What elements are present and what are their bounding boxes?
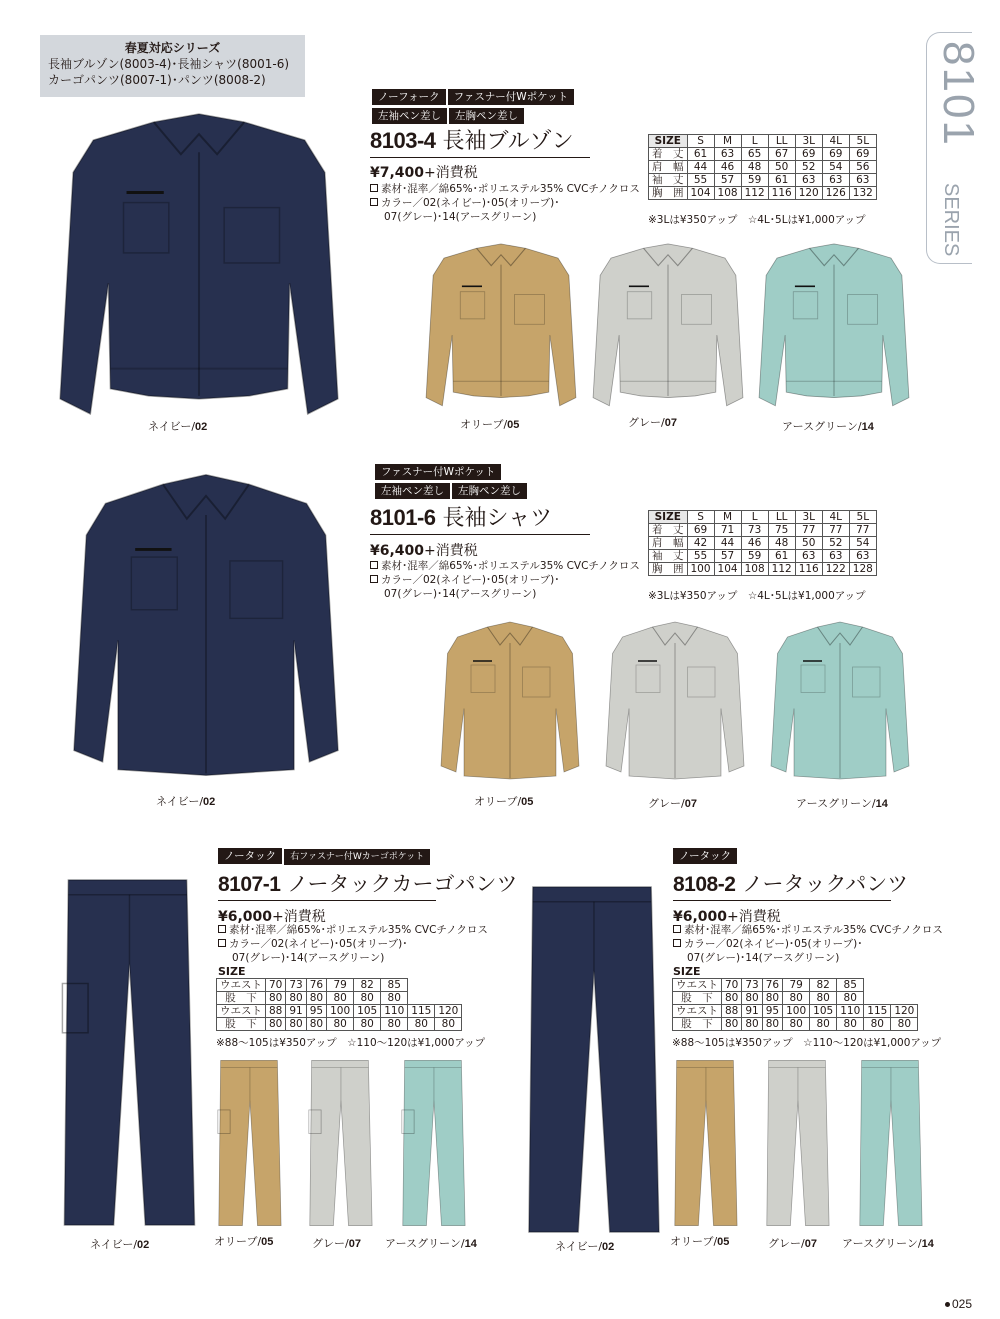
caption-cargo-olive: オリーブ/05 — [214, 1235, 274, 1248]
shirt-green-image — [770, 615, 910, 787]
product1-size-table: SIZE S M L LL 3L 4L 5L 着 丈 61 63 65 67 69 69 69 肩 幅 44 46 48 50 52 54 56 袖 丈 55 57 59 61 63 63 63 胸 囲 104 108 112 116 120 126 132 — [648, 134, 877, 200]
tag: 左胸ペン差し — [449, 108, 524, 124]
product2-tags — [375, 463, 529, 501]
tag: ファスナー付Wポケット — [448, 89, 574, 105]
caption-pants-navy: ネイビー/02 — [555, 1240, 615, 1253]
product-code: 8101-6 — [370, 505, 436, 530]
tag: ノータック — [673, 848, 737, 864]
product4-specs: 素材･混率／綿65%･ポリエステル35% CVCチノクロス カラー／02(ネイビー)･05(オリーブ)･ 07(グレー)･14(アースグリーン) — [673, 923, 943, 965]
cargo-gray-image — [305, 1058, 375, 1228]
caption-jacket-gray: グレー/07 — [628, 416, 677, 429]
caption-pants-green: アースグリーン/14 — [842, 1237, 934, 1250]
caption-pants-gray: グレー/07 — [768, 1237, 817, 1250]
caption-shirt-navy: ネイビー/02 — [156, 795, 216, 808]
product-name: 長袖ブルゾン — [442, 129, 574, 154]
product-name: 長袖シャツ — [442, 506, 553, 531]
product4-size-label: SIZE — [673, 965, 701, 978]
tag: ノータック — [218, 848, 282, 864]
product-code: 8108-2 — [673, 873, 736, 896]
product3-size-table: ウエスト 70 73 76 79 82 85 股 下 80 80 80 80 80 80 ウエスト 88 91 95 100 105 110 115 120 股 下 80 80 80 80 80 80 80 80 — [216, 978, 462, 1031]
jacket-navy-image — [58, 112, 340, 424]
product3-note: ※88～105は¥350アップ ☆110～120は¥1,000アップ — [216, 1037, 486, 1049]
pants-navy-image — [522, 882, 662, 1237]
pants-olive-image — [670, 1058, 740, 1228]
series-info-box — [40, 35, 305, 97]
pants-gray-image — [762, 1058, 832, 1228]
product2-size-table: SIZE S M L LL 3L 4L 5L 着 丈 69 71 73 75 77 77 77 肩 幅 42 44 46 48 50 52 54 袖 丈 55 57 59 61 63 63 63 胸 囲 100 104 108 112 116 122 128 — [648, 510, 877, 576]
series-box-line1: 長袖ブルゾン(8003-4)･長袖シャツ(8001-6) — [48, 57, 290, 71]
jacket-green-image — [758, 242, 910, 412]
product-name: ノータックカーゴパンツ — [287, 872, 518, 896]
product4-title — [673, 870, 909, 901]
product2-title — [370, 504, 590, 535]
caption-cargo-green: アースグリーン/14 — [385, 1237, 477, 1250]
caption-shirt-olive: オリーブ/05 — [474, 795, 534, 808]
product1-note: ※3Lは¥350アップ ☆4L･5Lは¥1,000アップ — [648, 214, 866, 226]
product-code: 8107-1 — [218, 873, 281, 896]
page-number: 025 — [945, 1297, 972, 1311]
caption-cargo-gray: グレー/07 — [312, 1237, 361, 1250]
tag: 左袖ペン差し — [372, 108, 447, 124]
series-number: 8101 — [934, 41, 983, 147]
caption-shirt-green: アースグリーン/14 — [796, 797, 888, 810]
caption-cargo-navy: ネイビー/02 — [90, 1238, 150, 1251]
product1-specs: 素材･混率／綿65%･ポリエステル35% CVCチノクロス カラー／02(ネイビー)･05(オリーブ)･ 07(グレー)･14(アースグリーン) — [370, 182, 640, 224]
shirt-olive-image — [440, 615, 580, 787]
tag: 左袖ペン差し — [375, 483, 450, 499]
cargo-navy-image — [55, 875, 200, 1230]
product3-size-label: SIZE — [218, 965, 246, 978]
product1-tags — [372, 88, 576, 126]
jacket-olive-image — [425, 242, 577, 412]
product2-specs: 素材･混率／綿65%･ポリエステル35% CVCチノクロス カラー／02(ネイビー)･05(オリーブ)･ 07(グレー)･14(アースグリーン) — [370, 559, 640, 601]
product-name: ノータックパンツ — [742, 872, 909, 896]
tag: ファスナー付Wポケット — [375, 464, 501, 480]
jacket-gray-image — [592, 242, 744, 412]
product3-price: ¥6,000+消費税 — [218, 909, 326, 925]
product3-specs: 素材･混率／綿65%･ポリエステル35% CVCチノクロス カラー／02(ネイビー)･05(オリーブ)･ 07(グレー)･14(アースグリーン) — [218, 923, 488, 965]
product2-note: ※3Lは¥350アップ ☆4L･5Lは¥1,000アップ — [648, 590, 866, 602]
series-label: SERIES — [940, 183, 962, 257]
product3-title — [218, 870, 518, 901]
tag: ノーフォーク — [372, 89, 446, 105]
caption-jacket-olive: オリーブ/05 — [460, 418, 520, 431]
cargo-green-image — [398, 1058, 468, 1228]
product3-tags — [218, 847, 432, 867]
product2-price: ¥6,400+消費税 — [370, 543, 478, 559]
product4-size-table: ウエスト 70 73 76 79 82 85 股 下 80 80 80 80 80 80 ウエスト 88 91 95 100 105 110 115 120 股 下 80 80 80 80 80 80 80 80 — [672, 978, 918, 1031]
product4-note: ※88～105は¥350アップ ☆110～120は¥1,000アップ — [672, 1037, 942, 1049]
caption-shirt-gray: グレー/07 — [648, 797, 697, 810]
cargo-olive-image — [214, 1058, 284, 1228]
shirt-navy-image — [72, 465, 340, 787]
tag: 右ファスナー付Wカーゴポケット — [284, 849, 430, 865]
product4-price: ¥6,000+消費税 — [673, 909, 781, 925]
tag: 左胸ペン差し — [452, 483, 527, 499]
caption-pants-olive: オリーブ/05 — [670, 1235, 730, 1248]
product1-title — [370, 127, 590, 158]
caption-jacket-navy: ネイビー/02 — [148, 420, 208, 433]
shirt-gray-image — [605, 615, 745, 787]
series-box-title: 春夏対応シリーズ — [124, 41, 221, 55]
pants-green-image — [855, 1058, 925, 1228]
series-box-line2: カーゴパンツ(8007-1)･パンツ(8008-2) — [48, 73, 266, 87]
product-code: 8103-4 — [370, 128, 436, 153]
series-side-tab — [926, 32, 983, 264]
product4-tags — [673, 847, 739, 866]
product1-price: ¥7,400+消費税 — [370, 165, 478, 181]
caption-jacket-green: アースグリーン/14 — [782, 420, 874, 433]
